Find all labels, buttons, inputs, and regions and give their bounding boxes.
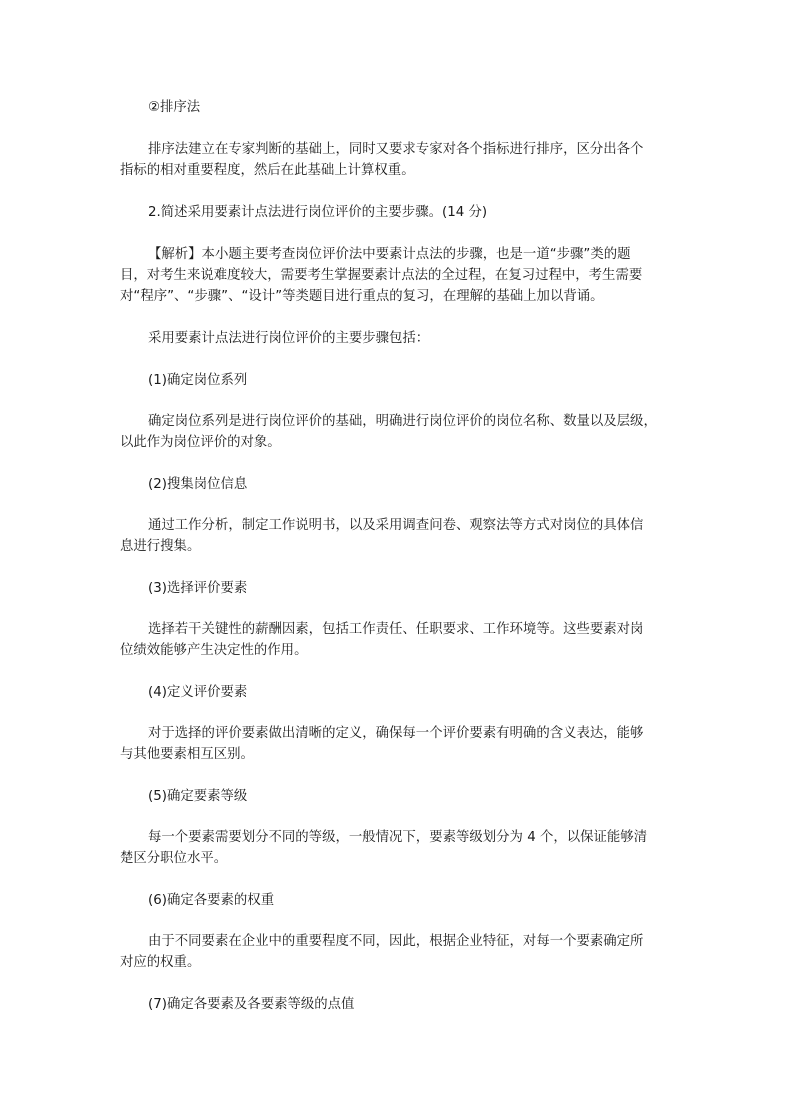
step-title	[120, 474, 676, 495]
paragraph-line: 对于选择的评价要素做出清晰的定义，确保每一个评价要素有明确的含义表达，能够	[148, 726, 644, 741]
step-body	[120, 619, 676, 661]
paragraph-line: 息进行搜集。	[120, 539, 201, 554]
step-body	[120, 723, 676, 765]
paragraph-line: 指标的相对重要程度，然后在此基础上计算权重。	[120, 163, 415, 178]
step-body	[120, 827, 676, 869]
step-body	[120, 931, 676, 973]
paragraph-line: 确定岗位系列是进行岗位评价的基础，明确进行岗位评价的岗位名称、数量以及层级，	[148, 414, 657, 429]
paragraph-line: 对“程序”、“步骤”、“设计”等类题目进行重点的复习，在理解的基础上加以背诵。	[120, 289, 604, 304]
step-title-text: (7)确定各要素及各要素等级的点值	[148, 997, 355, 1012]
analysis-paragraph	[120, 244, 676, 307]
paragraph-line: 对应的权重。	[120, 955, 201, 970]
step-title	[120, 994, 676, 1015]
ranking-paragraph	[120, 139, 676, 181]
paragraph-line: 目，对考生来说难度较大，需要考生掌握要素计点法的全过程，在复习过程中，考生需要	[120, 268, 643, 283]
paragraph-line: 排序法建立在专家判断的基础上，同时又要求专家对各个指标进行排序，区分出各个	[148, 142, 644, 157]
step-title-text: (6)确定各要素的权重	[148, 893, 275, 908]
paragraph-line: 通过工作分析，制定工作说明书，以及采用调查问卷、观察法等方式对岗位的具体信	[148, 518, 644, 533]
paragraph-line: 每一个要素需要划分不同的等级，一般情况下，要素等级划分为 4 个，以保证能够清	[148, 830, 648, 845]
question-text: 2.简述采用要素计点法进行岗位评价的主要步骤。(14 分)	[148, 205, 488, 220]
intro-text: 采用要素计点法进行岗位评价的主要步骤包括：	[148, 331, 430, 346]
step-body	[120, 411, 676, 453]
step-title	[120, 578, 676, 599]
step-title	[120, 786, 676, 807]
step-title	[120, 682, 676, 703]
step-title-text: (3)选择评价要素	[148, 581, 248, 596]
paragraph-line: 以此作为岗位评价的对象。	[120, 435, 281, 450]
step-body	[120, 515, 676, 557]
steps-intro	[120, 328, 676, 349]
step-title-text: (4)定义评价要素	[148, 685, 248, 700]
paragraph-line: 选择若干关键性的薪酬因素，包括工作责任、任职要求、工作环境等。这些要素对岗	[148, 622, 644, 637]
step-title-text: (5)确定要素等级	[148, 789, 248, 804]
section-heading-ranking	[120, 97, 676, 118]
paragraph-line: 由于不同要素在企业中的重要程度不同，因此，根据企业特征，对每一个要素确定所	[148, 934, 644, 949]
question-heading	[120, 202, 676, 223]
paragraph-line: 位绩效能够产生决定性的作用。	[120, 643, 308, 658]
step-title	[120, 890, 676, 911]
paragraph-line: 【解析】本小题主要考查岗位评价法中要素计点法的步骤，也是一道“步骤”类的题	[148, 247, 631, 262]
step-title-text: (2)搜集岗位信息	[148, 477, 248, 492]
paragraph-line: 与其他要素相互区别。	[120, 747, 254, 762]
paragraph-line: 楚区分职位水平。	[120, 851, 228, 866]
step-title	[120, 370, 676, 391]
heading-text: ②排序法	[148, 100, 201, 115]
step-title-text: (1)确定岗位系列	[148, 373, 248, 388]
